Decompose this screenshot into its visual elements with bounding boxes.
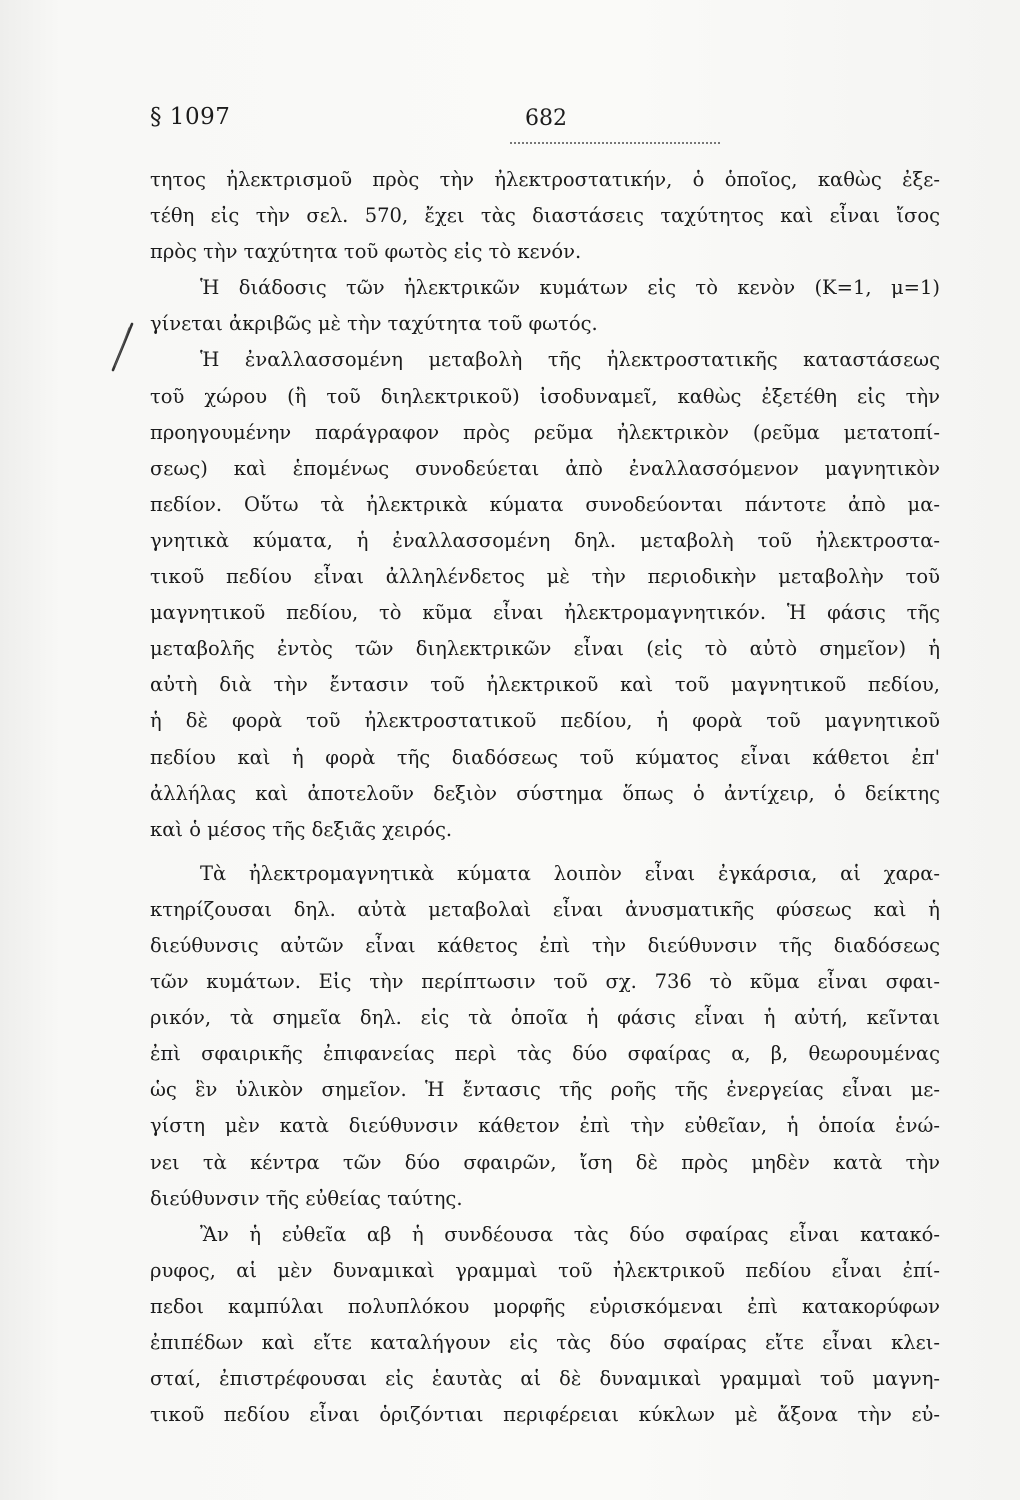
text-line: πεδίου καὶ ἡ φορὰ τῆς διαδόσεως τοῦ κύματος εἶναι κάθετοι ἐπ' bbox=[150, 745, 940, 769]
text-line: κτηρίζουσαι δηλ. αὐτὰ μεταβολαὶ εἶναι ἀνυσματικῆς φύσεως καὶ ἡ bbox=[150, 897, 940, 921]
text-line: ρυφος, αἱ μὲν δυναμικαὶ γραμμαὶ τοῦ ἠλεκτρικοῦ πεδίου εἶναι ἐπί- bbox=[150, 1258, 940, 1282]
paragraph-3 bbox=[150, 342, 940, 847]
paragraph-1 bbox=[150, 162, 940, 270]
text-line: τικοῦ πεδίου εἶναι ἀλληλένδετος μὲ τὴν περιοδικὴν μεταβολὴν τοῦ bbox=[150, 565, 940, 589]
text-line: αὐτὴ διὰ τὴν ἔντασιν τοῦ ἠλεκτρικοῦ καὶ τοῦ μαγνητικοῦ πεδίου, bbox=[150, 673, 940, 697]
text-line: μεταβολῆς ἐντὸς τῶν διηλεκτρικῶν εἶναι (εἰς τὸ αὐτὸ σημεῖον) ἡ bbox=[150, 637, 940, 661]
text-line: μαγνητικοῦ πεδίου, τὸ κῦμα εἶναι ἠλεκτρομαγνητικόν. Ἡ φάσις τῆς bbox=[150, 601, 940, 625]
text-line: σταί, ἐπιστρέφουσαι εἰς ἑαυτὰς αἱ δὲ δυναμικαὶ γραμμαὶ τοῦ μαγνη- bbox=[150, 1367, 940, 1391]
text-line: προηγουμένην παράγραφον πρὸς ρεῦμα ἠλεκτρικὸν (ρεῦμα μετατοπί- bbox=[150, 420, 940, 444]
text-line: πεδοι καμπύλαι πολυπλόκου μορφῆς εὑρισκόμεναι ἐπὶ κατακορύφων bbox=[150, 1294, 940, 1318]
text-line: διεύθυνσιν τῆς εὐθείας ταύτης. bbox=[150, 1186, 463, 1210]
text-line: σεως) καὶ ἑπομένως συνοδεύεται ἀπὸ ἐναλλασσόμενον μαγνητικὸν bbox=[150, 456, 940, 480]
text-line: γνητικὰ κύματα, ἡ ἐναλλασσομένη δηλ. μεταβολὴ τοῦ ἠλεκτροστα- bbox=[150, 528, 940, 552]
text-line: γίνεται ἀκριβῶς μὲ τὴν ταχύτητα τοῦ φωτός. bbox=[150, 312, 598, 336]
text-line: γίστη μὲν κατὰ διεύθυνσιν κάθετον ἐπὶ τὴν εὐθεῖαν, ἡ ὁποία ἑνώ- bbox=[150, 1114, 940, 1138]
paragraph-gap bbox=[150, 848, 940, 856]
text-line: ἐπιπέδων καὶ εἴτε καταλήγουν εἰς τὰς δύο σφαίρας εἴτε εἶναι κλει- bbox=[150, 1331, 940, 1354]
text-line: καὶ ὁ μέσος τῆς δεξιᾶς χειρός. bbox=[150, 817, 453, 841]
text-line: Ἡ διάδοσις τῶν ἠλεκτρικῶν κυμάτων εἰς τὸ κενὸν (K=1, μ=1) bbox=[200, 276, 940, 300]
section-number: § 1097 bbox=[150, 104, 231, 130]
text-line: πρὸς τὴν ταχύτητα τοῦ φωτὸς εἰς τὸ κενόν. bbox=[150, 240, 582, 264]
text-line: τητος ἠλεκτρισμοῦ πρὸς τὴν ἠλεκτροστατικήν, ὁ ὁποῖος, καθὼς ἐξε- bbox=[150, 168, 940, 191]
text-line: πεδίον. Οὕτω τὰ ἠλεκτρικὰ κύματα συνοδεύονται πάντοτε ἀπὸ μα- bbox=[150, 492, 940, 516]
page-header bbox=[150, 104, 940, 144]
text-line: τικοῦ πεδίου εἶναι ὁριζόντιαι περιφέρειαι κύκλων μὲ ἄξονα τὴν εὐ- bbox=[150, 1403, 940, 1427]
text-line: τοῦ χώρου (ἢ τοῦ διηλεκτρικοῦ) ἰσοδυναμεῖ, καθὼς ἐξετέθη εἰς τὴν bbox=[150, 384, 940, 408]
text-line: Ἡ ἐναλλασσομένη μεταβολὴ τῆς ἠλεκτροστατικῆς καταστάσεως bbox=[200, 348, 940, 372]
text-line: τῶν κυμάτων. Εἰς τὴν περίπτωσιν τοῦ σχ. 736 τὸ κῦμα εἶναι σφαι- bbox=[150, 970, 940, 994]
text-line: ἐπὶ σφαιρικῆς ἐπιφανείας περὶ τὰς δύο σφαίρας α, β, θεωρουμένας bbox=[150, 1042, 940, 1066]
header-rule bbox=[510, 142, 720, 144]
pencil-mark-icon bbox=[110, 322, 134, 374]
text-line: τέθη εἰς τὴν σελ. 570, ἔχει τὰς διαστάσεις ταχύτητος καὶ εἶναι ἴσος bbox=[150, 204, 940, 228]
text-line: νει τὰ κέντρα τῶν δύο σφαιρῶν, ἴση δὲ πρὸς μηδὲν κατὰ τὴν bbox=[150, 1150, 940, 1174]
text-line: ὡς ἓν ὑλικὸν σημεῖον. Ἡ ἔντασις τῆς ροῆς τῆς ἐνεργείας εἶναι με- bbox=[150, 1078, 940, 1102]
paragraph-2 bbox=[150, 270, 940, 342]
paragraph-4 bbox=[150, 856, 940, 1217]
text-line: διεύθυνσις αὐτῶν εἶναι κάθετος ἐπὶ τὴν διεύθυνσιν τῆς διαδόσεως bbox=[150, 933, 940, 957]
text-line: Ἂν ἡ εὐθεῖα αβ ἡ συνδέουσα τὰς δύο σφαίρας εἶναι κατακό- bbox=[200, 1222, 940, 1246]
paragraph-5 bbox=[150, 1217, 940, 1434]
text-line: Τὰ ἠλεκτρομαγνητικὰ κύματα λοιπὸν εἶναι ἐγκάρσια, αἱ χαρα- bbox=[200, 861, 940, 885]
page-body bbox=[150, 162, 940, 1433]
text-line: ρικόν, τὰ σημεῖα δηλ. εἰς τὰ ὁποῖα ἡ φάσις εἶναι ἡ αὐτή, κεῖνται bbox=[150, 1006, 940, 1030]
text-line: ἀλλήλας καὶ ἀποτελοῦν δεξιὸν σύστημα ὅπως ὁ ἀντίχειρ, ὁ δείκτης bbox=[150, 781, 940, 805]
text-line: ἡ δὲ φορὰ τοῦ ἠλεκτροστατικοῦ πεδίου, ἡ φορὰ τοῦ μαγνητικοῦ bbox=[150, 709, 940, 733]
page-number: 682 bbox=[525, 106, 567, 131]
